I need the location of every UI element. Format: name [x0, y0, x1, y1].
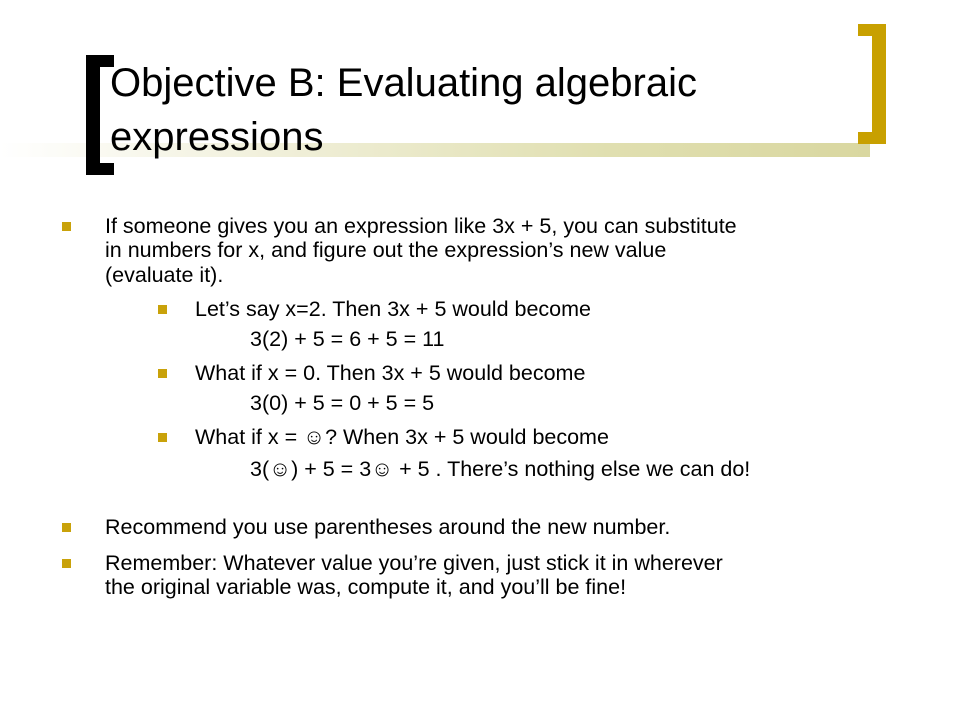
left-bracket-decoration [86, 55, 100, 175]
sub-bullet-text: What if x = ☺? When 3x + 5 would become [195, 425, 609, 449]
equation-line: 3(☺) + 5 = 3☺ + 5 . There’s nothing else we can do! [250, 457, 751, 481]
bullet-text-line: (evaluate it). [105, 263, 224, 287]
equation-line: 3(2) + 5 = 6 + 5 = 11 [250, 327, 445, 351]
right-bracket-decoration [872, 24, 886, 144]
right-bracket-top [858, 24, 886, 36]
bullet-text-line: the original variable was, compute it, and you’ll be fine! [105, 575, 627, 599]
sub-bullet-text: What if x = 0. Then 3x + 5 would become [195, 361, 586, 385]
sub-bullet-text: Let’s say x=2. Then 3x + 5 would become [195, 297, 592, 321]
right-bracket-bottom [858, 132, 886, 144]
bullet-text-line: in numbers for x, and figure out the expression’s new value [105, 238, 667, 262]
sub-bullet-marker [158, 369, 167, 378]
equation-line: 3(0) + 5 = 0 + 5 = 5 [250, 391, 435, 415]
sub-bullet-marker [158, 433, 167, 442]
slide-title: Objective B: Evaluating algebraic expressions [110, 61, 697, 159]
bullet-marker [62, 222, 71, 231]
bullet-text-line: Remember: Whatever value you’re given, just stick it in wherever [105, 551, 723, 575]
bullet-marker [62, 523, 71, 532]
sub-bullet-marker [158, 305, 167, 314]
left-bracket-bottom [86, 163, 114, 175]
bullet-marker [62, 559, 71, 568]
bullet-text-line: If someone gives you an expression like 3x + 5, you can substitute [105, 214, 737, 238]
bullet-text-line: Recommend you use parentheses around the new number. [105, 515, 671, 539]
